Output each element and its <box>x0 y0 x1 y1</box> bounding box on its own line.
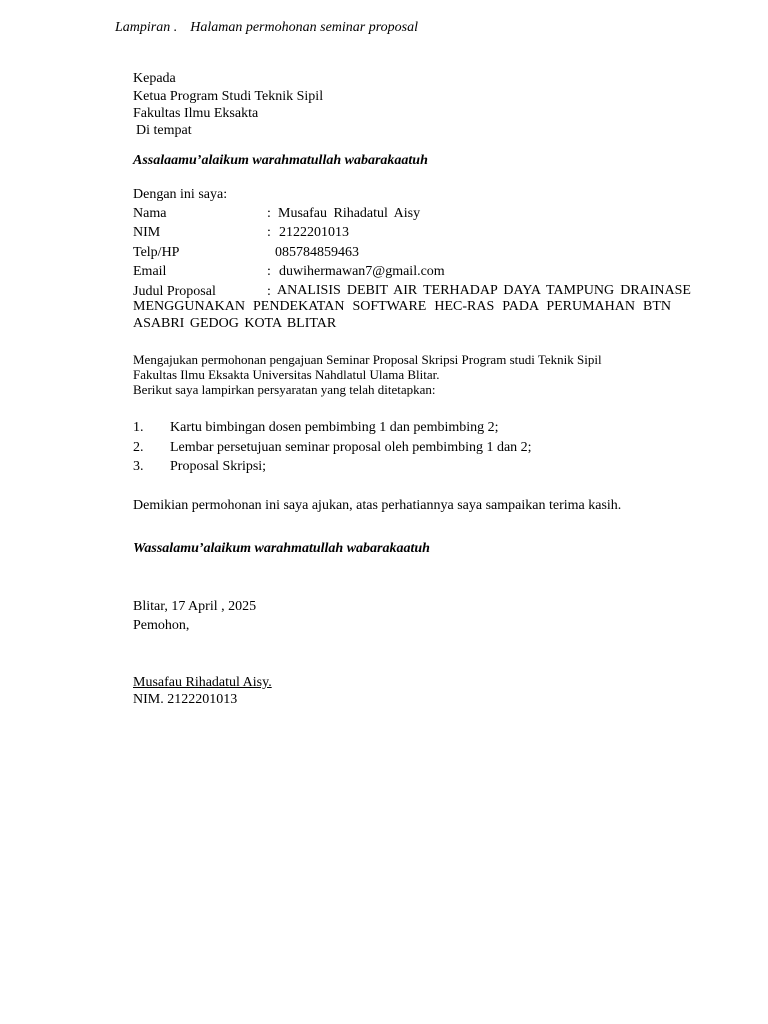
field-label-nama: Nama <box>133 206 167 221</box>
judul-line-3: ASABRI GEDOG KOTA BLITAR <box>133 316 337 331</box>
requirement-number-3: 3. <box>133 459 144 474</box>
recipient-line-4: Di tempat <box>136 123 192 138</box>
opening-greeting: Assalaamu’alaikum warahmatullah wabarakaatuh <box>133 153 428 168</box>
request-line-1: Mengajukan permohonan pengajuan Seminar Proposal Skripsi Program studi Teknik Sipil <box>133 352 602 367</box>
closing-greeting: Wassalamu’alaikum warahmatullah wabarakaatuh <box>133 541 430 556</box>
closing-text: Demikian permohonan ini saya ajukan, atas perhatiannya saya sampaikan terima kasih. <box>133 498 622 513</box>
requirement-number-1: 1. <box>133 420 144 435</box>
request-line-2: Fakultas Ilmu Eksakta Universitas Nahdlatul Ulama Blitar. <box>133 367 440 382</box>
intro-text: Dengan ini saya: <box>133 187 228 202</box>
field-colon-nama: : <box>267 206 271 221</box>
requirement-text-2: Lembar persetujuan seminar proposal oleh pembimbing 1 dan 2; <box>170 440 532 455</box>
field-colon-email: : <box>267 264 271 279</box>
recipient-line-1: Kepada <box>133 71 176 86</box>
recipient-line-3: Fakultas Ilmu Eksakta <box>133 106 259 121</box>
field-label-nim: NIM <box>133 225 161 240</box>
field-value-nim: 2122201013 <box>279 225 349 240</box>
field-label-email: Email <box>133 264 167 279</box>
field-colon-judul: : <box>267 284 271 299</box>
lampiran-label: Lampiran . <box>115 20 178 35</box>
field-value-nama: Musafau Rihadatul Aisy <box>278 206 421 221</box>
field-value-email: duwihermawan7@gmail.com <box>279 264 445 279</box>
lampiran-heading <box>115 20 418 36</box>
field-value-telp: 085784859463 <box>275 245 359 260</box>
field-colon-nim: : <box>267 225 271 240</box>
judul-line-2: MENGGUNAKAN PENDEKATAN SOFTWARE HEC-RAS PADA PERUMAHAN BTN <box>133 299 671 314</box>
request-line-3: Berikut saya lampirkan persyaratan yang telah ditetapkan: <box>133 382 436 397</box>
field-label-telp: Telp/HP <box>133 245 180 260</box>
lampiran-title: Halaman permohonan seminar proposal <box>190 20 418 35</box>
requirement-number-2: 2. <box>133 440 144 455</box>
place-date: Blitar, 17 April , 2025 <box>133 599 257 614</box>
judul-line-1: ANALISIS DEBIT AIR TERHADAP DAYA TAMPUNG DRAINASE <box>277 283 691 298</box>
signer-name: Musafau Rihadatul Aisy. <box>133 675 272 690</box>
field-label-judul: Judul Proposal <box>133 284 216 299</box>
signer-nim: NIM. 2122201013 <box>133 692 238 707</box>
requirement-text-1: Kartu bimbingan dosen pembimbing 1 dan pembimbing 2; <box>170 420 499 435</box>
recipient-line-2: Ketua Program Studi Teknik Sipil <box>133 89 324 104</box>
signer-role: Pemohon, <box>133 618 190 633</box>
requirement-text-3: Proposal Skripsi; <box>170 459 267 474</box>
